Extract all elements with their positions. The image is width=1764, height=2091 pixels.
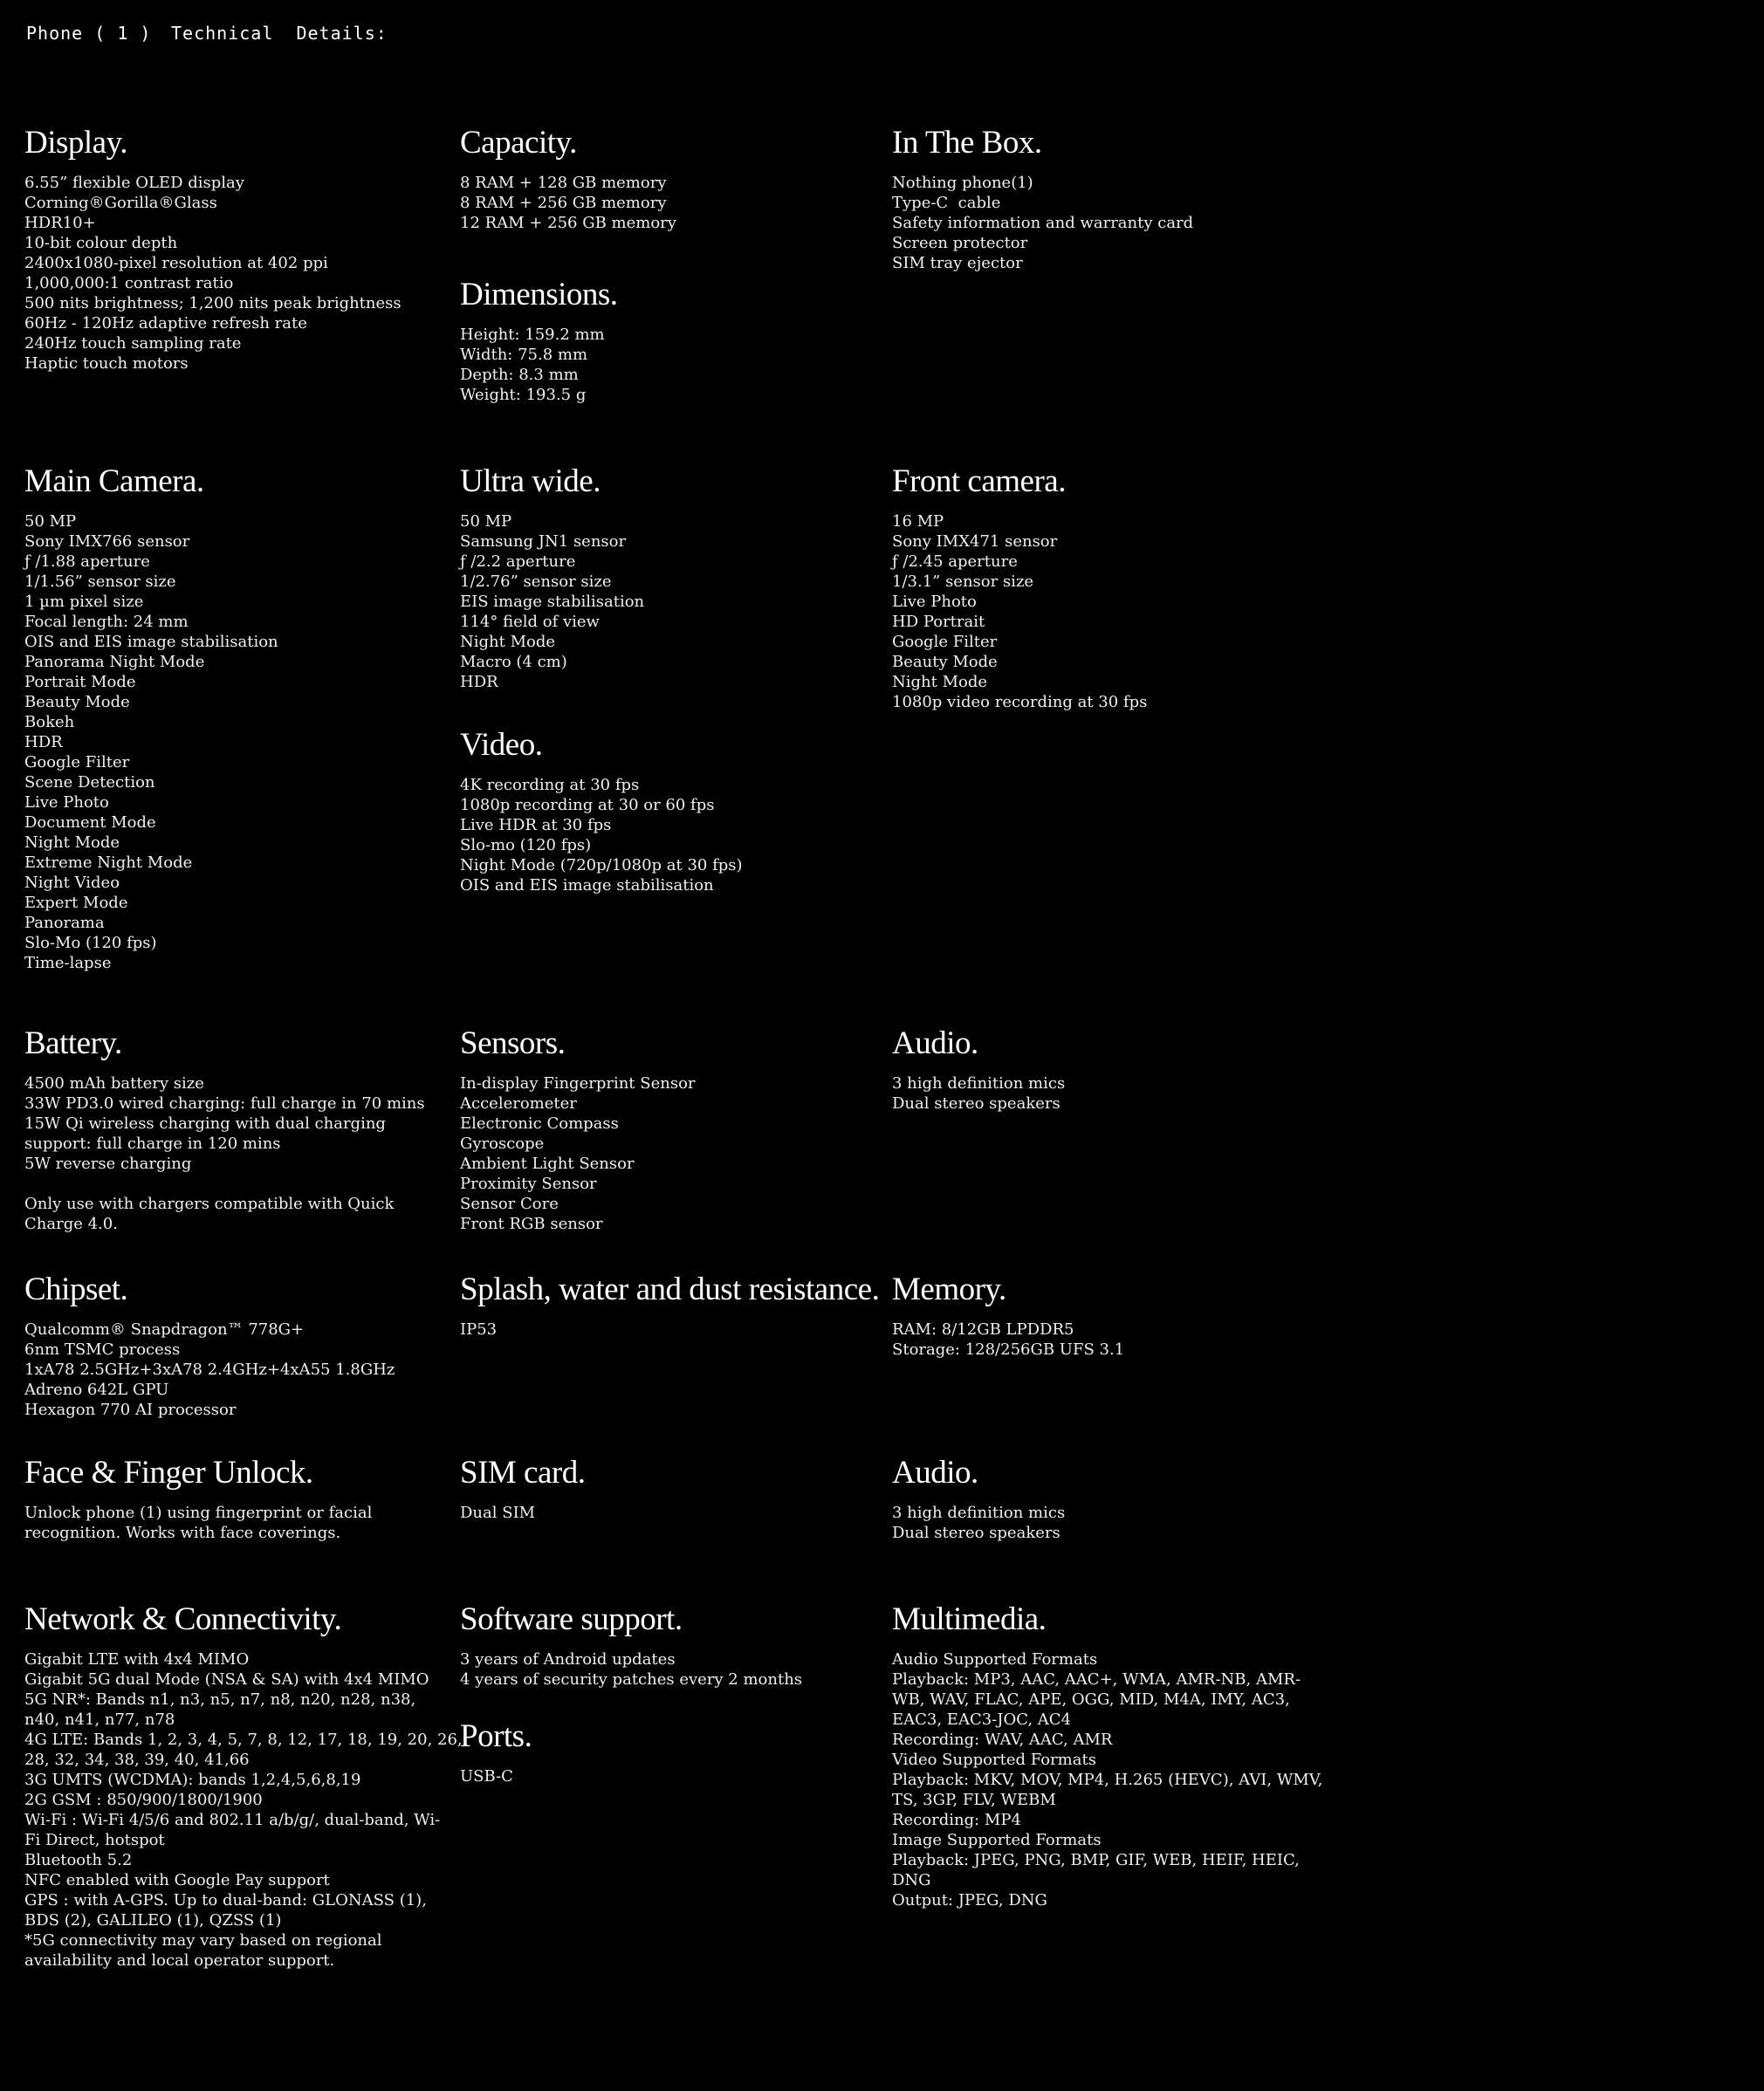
section-face-finger-unlock [24,1456,372,1543]
section-body [892,1649,1322,1910]
section-heading: Main Camera. [24,463,204,499]
spec-line: Dual stereo speakers [892,1523,1060,1542]
spec-line: 1080p recording at 30 or 60 fps [460,795,715,814]
spec-line: Scene Detection [24,772,155,792]
spec-line: Dual stereo speakers [892,1093,1060,1113]
spec-line: OIS and EIS image stabilisation [24,632,278,651]
spec-line: 1/1.56” sensor size [24,572,176,591]
page-title: Technical Details: [171,23,388,44]
spec-line: HDR [24,732,63,751]
spec-line: Only use with chargers compatible with Quick [24,1194,395,1213]
section-heading: Front camera. [892,463,1066,499]
spec-line: 1xA78 2.5GHz+3xA78 2.4GHz+4xA55 1.8GHz [24,1360,395,1379]
spec-line: Gigabit 5G dual Mode (NSA & SA) with 4x4 MIMO [24,1669,429,1689]
section-body [24,1649,463,1971]
spec-line: Output: JPEG, DNG [892,1890,1047,1909]
spec-line: recognition. Works with face coverings. [24,1523,341,1542]
spec-line: 1080p video recording at 30 fps [892,692,1148,711]
spec-line: USB-C [460,1766,513,1786]
spec-line: Portrait Mode [24,672,136,691]
spec-line: Qualcomm® Snapdragon™ 778G+ [24,1320,305,1339]
spec-line: ƒ /1.88 aperture [24,552,150,571]
spec-line: 4500 mAh battery size [24,1073,204,1093]
spec-line: 5W reverse charging [24,1154,192,1173]
spec-line: HDR [460,672,498,691]
spec-line: Ambient Light Sensor [460,1154,635,1173]
section-body [460,775,743,895]
spec-line: Weight: 193.5 g [460,385,587,404]
section-memory [892,1272,1124,1360]
spec-line: Haptic touch motors [24,353,189,373]
spec-line: Google Filter [892,632,998,651]
section-body [892,511,1147,712]
section-body [892,1320,1124,1360]
spec-line: Night Mode [24,833,120,852]
spec-line: 2G GSM : 850/900/1800/1900 [24,1790,263,1809]
section-chipset [24,1272,395,1420]
spec-line: 1 µm pixel size [24,592,144,611]
spec-line: availability and local operator support. [24,1950,335,1970]
section-heading: Audio. [892,1455,978,1491]
spec-line: NFC enabled with Google Pay support [24,1870,330,1889]
section-heading: Memory. [892,1272,1006,1307]
spec-line: 4G LTE: Bands 1, 2, 3, 4, 5, 7, 8, 12, 17, 18, 19, 20, 26, [24,1730,463,1749]
spec-line: Width: 75.8 mm [460,345,588,364]
spec-line: RAM: 8/12GB LPDDR5 [892,1320,1074,1339]
section-audio-2 [892,1456,1065,1543]
section-body [460,1320,879,1340]
section-heading: Video. [460,727,543,763]
spec-line: Wi-Fi : Wi-Fi 4/5/6 and 802.11 a/b/g/, dual-band, Wi- [24,1810,441,1829]
spec-line: 114° field of view [460,612,600,631]
spec-line: 28, 32, 34, 38, 39, 40, 41,66 [24,1750,250,1769]
spec-line: Corning®Gorilla®Glass [24,193,217,212]
spec-line: 240Hz touch sampling rate [24,333,242,353]
section-display [24,126,402,374]
section-body [460,1073,696,1234]
spec-line: Gyroscope [460,1134,545,1153]
spec-line: 16 MP [892,511,944,531]
section-heading: Multimedia. [892,1601,1047,1637]
section-body [460,1503,585,1523]
section-heading: Face & Finger Unlock. [24,1455,313,1491]
spec-line: 3 high definition mics [892,1503,1066,1522]
spec-line: Live HDR at 30 fps [460,815,612,834]
spec-line: 8 RAM + 256 GB memory [460,193,667,212]
spec-line: Hexagon 770 AI processor [24,1400,237,1419]
spec-line: Panorama [24,913,105,932]
spec-line: 1,000,000:1 contrast ratio [24,273,234,292]
spec-line: Safety information and warranty card [892,213,1194,232]
spec-line: Expert Mode [24,893,128,912]
spec-line: Proximity Sensor [460,1174,597,1193]
section-video [460,728,743,895]
spec-line: 4K recording at 30 fps [460,775,640,794]
spec-line: WB, WAV, FLAC, APE, OGG, MID, M4A, IMY, AC3, [892,1690,1290,1709]
section-network [24,1602,463,1971]
section-sim-card [460,1456,585,1523]
spec-line: Nothing phone(1) [892,173,1033,192]
spec-line: 3 high definition mics [892,1073,1066,1093]
spec-line: 50 MP [24,511,77,531]
section-heading: Splash, water and dust resistance. [460,1272,880,1307]
section-body [24,1073,425,1234]
section-body [892,1073,1065,1114]
spec-line: Type-C cable [892,193,1001,212]
section-body [460,173,676,233]
spec-line: 1/3.1” sensor size [892,572,1034,591]
spec-line: Screen protector [892,233,1028,252]
spec-line: 6nm TSMC process [24,1340,181,1359]
spec-line: Night Mode (720p/1080p at 30 fps) [460,855,743,874]
section-multimedia [892,1602,1322,1910]
section-heading: Software support. [460,1601,683,1637]
spec-line: GPS : with A-GPS. Up to dual-band: GLONASS (1), [24,1890,427,1909]
spec-line: Fi Direct, hotspot [24,1830,165,1849]
section-heading: Ultra wide. [460,463,601,499]
spec-line: HDR10+ [24,213,96,232]
spec-line: BDS (2), GALILEO (1), QZSS (1) [24,1910,282,1930]
spec-line: 10-bit colour depth [24,233,178,252]
spec-line: 3G UMTS (WCDMA): bands 1,2,4,5,6,8,19 [24,1770,361,1789]
section-sensors [460,1026,696,1234]
spec-line: Unlock phone (1) using fingerprint or facial [24,1503,373,1522]
spec-line: Adreno 642L GPU [24,1380,169,1399]
spec-line: 6.55” flexible OLED display [24,173,244,192]
section-heading: SIM card. [460,1455,586,1491]
spec-line: 3 years of Android updates [460,1649,676,1669]
spec-line: 5G NR*: Bands n1, n3, n5, n7, n8, n20, n28, n38, [24,1690,416,1709]
spec-line: 2400x1080-pixel resolution at 402 ppi [24,253,328,272]
spec-line: 500 nits brightness; 1,200 nits peak brightness [24,293,402,312]
spec-line: Playback: JPEG, PNG, BMP, GIF, WEB, HEIF, HEIC, [892,1850,1300,1869]
spec-line: Accelerometer [460,1093,577,1113]
spec-line: n40, n41, n77, n78 [24,1710,175,1729]
section-heading: Network & Connectivity. [24,1601,342,1637]
spec-line: In-display Fingerprint Sensor [460,1073,696,1093]
spec-line: 1/2.76” sensor size [460,572,612,591]
spec-line: Depth: 8.3 mm [460,365,579,384]
spec-line: Image Supported Formats [892,1830,1102,1849]
spec-line: support: full charge in 120 mins [24,1134,281,1153]
section-ports [460,1719,532,1786]
section-body [24,1320,395,1420]
section-ultra-wide [460,464,644,692]
spec-line: Sony IMX766 sensor [24,531,190,551]
spec-line: 15W Qi wireless charging with dual charging [24,1114,386,1133]
section-heading: Dimensions. [460,277,618,312]
spec-line: Beauty Mode [892,652,998,671]
spec-line: 12 RAM + 256 GB memory [460,213,676,232]
brand-label: Phone ( 1 ) [26,23,152,44]
section-body [892,1503,1065,1543]
section-body [892,173,1193,273]
section-main-camera [24,464,278,973]
spec-line: Google Filter [24,752,130,771]
section-software [460,1602,802,1690]
spec-line: 50 MP [460,511,512,531]
spec-line: Night Mode [892,672,988,691]
spec-line: Bokeh [24,712,75,731]
section-heading: Battery. [24,1025,122,1061]
section-heading: Capacity. [460,125,577,161]
spec-line: Samsung JN1 sensor [460,531,627,551]
spec-line: Time-lapse [24,953,112,972]
spec-line: Height: 159.2 mm [460,325,605,344]
section-battery [24,1026,425,1234]
spec-line: Front RGB sensor [460,1214,603,1233]
section-heading: Sensors. [460,1025,566,1061]
section-splash [460,1272,879,1340]
spec-line: Sensor Core [460,1194,559,1213]
spec-line: Document Mode [24,812,156,832]
section-heading: In The Box. [892,125,1042,161]
spec-line: Panorama Night Mode [24,652,205,671]
spec-line: Live Photo [892,592,977,611]
spec-line: 4 years of security patches every 2 months [460,1669,803,1689]
spec-line: Electronic Compass [460,1114,619,1133]
spec-line: TS, 3GP, FLV, WEBM [892,1790,1056,1809]
section-audio [892,1026,1065,1114]
spec-line: Macro (4 cm) [460,652,567,671]
spec-line: Recording: WAV, AAC, AMR [892,1730,1113,1749]
spec-line: 8 RAM + 128 GB memory [460,173,667,192]
section-heading: Chipset. [24,1272,128,1307]
spec-line: Recording: MP4 [892,1810,1021,1829]
spec-line: EIS image stabilisation [460,592,645,611]
spec-line: ƒ /2.45 aperture [892,552,1018,571]
section-body [460,511,644,692]
section-body [460,1766,532,1786]
spec-line: Slo-Mo (120 fps) [24,933,157,952]
spec-line: Audio Supported Formats [892,1649,1098,1669]
spec-line: DNG [892,1870,931,1889]
spec-line: Bluetooth 5.2 [24,1850,133,1869]
section-in-the-box [892,126,1193,273]
spec-line-spacer [24,1174,425,1194]
spec-line: Live Photo [24,792,109,812]
spec-line: Playback: MP3, AAC, AAC+, WMA, AMR-NB, AMR- [892,1669,1301,1689]
spec-line: OIS and EIS image stabilisation [460,875,714,895]
section-heading: Audio. [892,1025,978,1061]
spec-line: Slo-mo (120 fps) [460,835,592,854]
spec-line: ƒ /2.2 aperture [460,552,576,571]
spec-line: Sony IMX471 sensor [892,531,1058,551]
section-body [24,1503,372,1543]
spec-line: 60Hz - 120Hz adaptive refresh rate [24,313,307,333]
spec-line: SIM tray ejector [892,253,1023,272]
section-body [460,325,618,405]
section-body [24,511,278,973]
section-body [24,173,402,374]
spec-line: IP53 [460,1320,498,1339]
spec-line: 33W PD3.0 wired charging: full charge in 70 mins [24,1093,425,1113]
section-front-camera [892,464,1147,712]
section-body [460,1649,802,1690]
spec-line: Night Video [24,873,120,892]
section-capacity [460,126,676,233]
spec-line: Charge 4.0. [24,1214,118,1233]
section-heading: Ports. [460,1718,532,1754]
spec-line: Focal length: 24 mm [24,612,189,631]
spec-line: Night Mode [460,632,556,651]
spec-line: Playback: MKV, MOV, MP4, H.265 (HEVC), AVI, WMV, [892,1770,1323,1789]
spec-line: Beauty Mode [24,692,130,711]
spec-line: EAC3, EAC3-JOC, AC4 [892,1710,1072,1729]
spec-line: Video Supported Formats [892,1750,1096,1769]
spec-line: Dual SIM [460,1503,536,1522]
spec-line: *5G connectivity may vary based on regional [24,1930,382,1950]
spec-line: Gigabit LTE with 4x4 MIMO [24,1649,250,1669]
spec-line: Storage: 128/256GB UFS 3.1 [892,1340,1125,1359]
spec-line: Extreme Night Mode [24,853,193,872]
spec-line: HD Portrait [892,612,985,631]
section-heading: Display. [24,125,127,161]
section-dimensions [460,278,618,405]
